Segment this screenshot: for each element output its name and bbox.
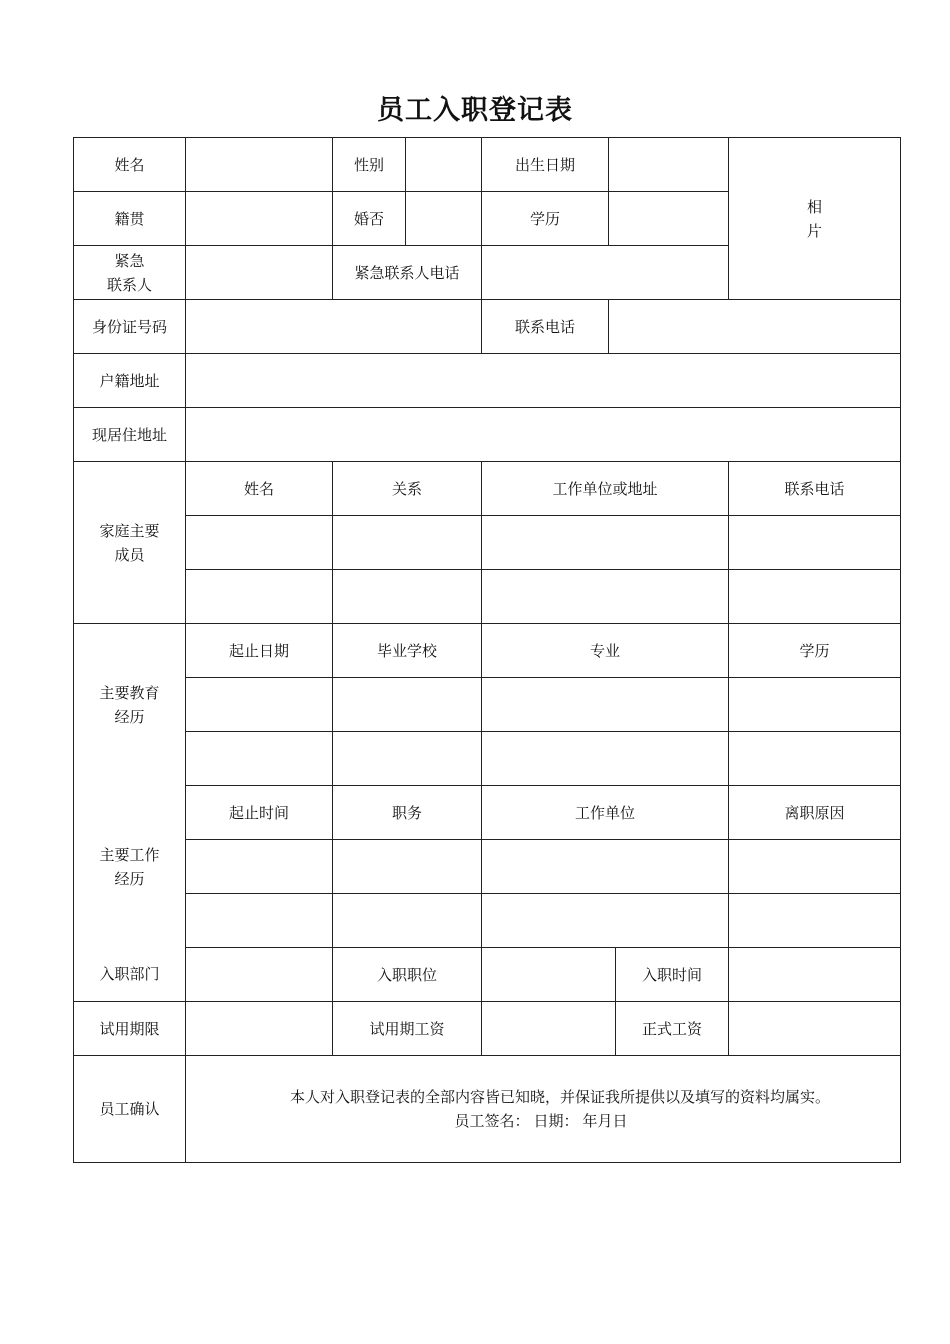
field-current-address[interactable] bbox=[186, 408, 901, 462]
field-emergency-phone[interactable] bbox=[482, 246, 729, 300]
label-marital: 婚否 bbox=[333, 192, 406, 246]
education-label-1: 主要教育 bbox=[99, 683, 160, 702]
label-formal-salary: 正式工资 bbox=[616, 1002, 729, 1056]
education-header-dates: 起止日期 bbox=[186, 624, 333, 678]
label-household-address: 户籍地址 bbox=[74, 354, 186, 408]
registration-form bbox=[73, 137, 901, 1163]
label-phone: 联系电话 bbox=[482, 300, 609, 354]
family-cell[interactable] bbox=[729, 516, 901, 570]
work-cell[interactable] bbox=[333, 894, 482, 948]
education-cell[interactable] bbox=[333, 678, 482, 732]
field-probation-period[interactable] bbox=[186, 1002, 333, 1056]
family-cell[interactable] bbox=[333, 516, 482, 570]
work-cell[interactable] bbox=[482, 840, 729, 894]
field-emergency-contact[interactable] bbox=[186, 246, 333, 300]
field-position[interactable] bbox=[482, 948, 616, 1002]
education-cell[interactable] bbox=[333, 732, 482, 786]
work-cell[interactable] bbox=[729, 894, 901, 948]
date-label: 日期： bbox=[533, 1112, 579, 1130]
education-cell[interactable] bbox=[482, 678, 729, 732]
label-confirmation: 员工确认 bbox=[74, 1056, 186, 1163]
field-name[interactable] bbox=[186, 138, 333, 192]
label-education: 学历 bbox=[482, 192, 609, 246]
education-label bbox=[74, 624, 186, 786]
education-cell[interactable] bbox=[729, 732, 901, 786]
family-cell[interactable] bbox=[482, 570, 729, 624]
field-household-address[interactable] bbox=[186, 354, 901, 408]
family-cell[interactable] bbox=[186, 570, 333, 624]
family-label-1: 家庭主要 bbox=[99, 521, 160, 540]
signature-line bbox=[186, 1109, 900, 1133]
family-cell[interactable] bbox=[482, 516, 729, 570]
label-gender: 性别 bbox=[333, 138, 406, 192]
work-label-1: 主要工作 bbox=[99, 845, 160, 864]
field-probation-salary[interactable] bbox=[482, 1002, 616, 1056]
label-emergency-phone: 紧急联系人电话 bbox=[333, 246, 482, 300]
field-formal-salary[interactable] bbox=[729, 1002, 901, 1056]
label-position: 入职职位 bbox=[333, 948, 482, 1002]
work-header-employer: 工作单位 bbox=[482, 786, 729, 840]
family-header-name: 姓名 bbox=[186, 462, 333, 516]
work-cell[interactable] bbox=[729, 840, 901, 894]
work-label bbox=[74, 786, 186, 948]
label-emergency-contact-2: 联系人 bbox=[106, 275, 152, 294]
label-probation-period: 试用期限 bbox=[74, 1002, 186, 1056]
label-onboard-date: 入职时间 bbox=[616, 948, 729, 1002]
label-id-number: 身份证号码 bbox=[74, 300, 186, 354]
field-education[interactable] bbox=[609, 192, 729, 246]
label-probation-salary: 试用期工资 bbox=[333, 1002, 482, 1056]
family-cell[interactable] bbox=[333, 570, 482, 624]
education-header-major: 专业 bbox=[482, 624, 729, 678]
label-current-address: 现居住地址 bbox=[74, 408, 186, 462]
label-emergency-contact bbox=[74, 246, 186, 300]
education-label-2: 经历 bbox=[114, 707, 145, 726]
family-header-phone: 联系电话 bbox=[729, 462, 901, 516]
field-department[interactable] bbox=[186, 948, 333, 1002]
work-header-position: 职务 bbox=[333, 786, 482, 840]
work-cell[interactable] bbox=[186, 894, 333, 948]
label-native-place: 籍贯 bbox=[74, 192, 186, 246]
education-cell[interactable] bbox=[482, 732, 729, 786]
work-header-dates: 起止时间 bbox=[186, 786, 333, 840]
work-cell[interactable] bbox=[186, 840, 333, 894]
page-title: 员工入职登记表 bbox=[377, 95, 573, 126]
work-cell[interactable] bbox=[333, 840, 482, 894]
confirmation-statement: 本人对入职登记表的全部内容皆已知晓，并保证我所提供以及填写的资料均属实。 bbox=[290, 1088, 831, 1106]
education-cell[interactable] bbox=[729, 678, 901, 732]
label-emergency-contact-1: 紧急 bbox=[114, 251, 145, 270]
field-id-number[interactable] bbox=[186, 300, 482, 354]
label-department: 入职部门 bbox=[74, 948, 186, 1002]
photo-label-1: 相 bbox=[807, 197, 823, 216]
work-label-2: 经历 bbox=[114, 869, 145, 888]
education-header-degree: 学历 bbox=[729, 624, 901, 678]
date-format: 年月日 bbox=[582, 1112, 628, 1130]
label-name: 姓名 bbox=[74, 138, 186, 192]
field-gender[interactable] bbox=[406, 138, 482, 192]
confirmation-box[interactable] bbox=[186, 1056, 901, 1163]
education-header-school: 毕业学校 bbox=[333, 624, 482, 678]
work-header-reason: 离职原因 bbox=[729, 786, 901, 840]
education-cell[interactable] bbox=[186, 678, 333, 732]
field-native-place[interactable] bbox=[186, 192, 333, 246]
signature-label: 员工签名： bbox=[454, 1112, 530, 1130]
family-cell[interactable] bbox=[729, 570, 901, 624]
family-header-relation: 关系 bbox=[333, 462, 482, 516]
work-cell[interactable] bbox=[482, 894, 729, 948]
label-birth-date: 出生日期 bbox=[482, 138, 609, 192]
photo-label-2: 片 bbox=[807, 221, 823, 240]
field-phone[interactable] bbox=[609, 300, 901, 354]
education-cell[interactable] bbox=[186, 732, 333, 786]
field-birth-date[interactable] bbox=[609, 138, 729, 192]
family-header-workplace: 工作单位或地址 bbox=[482, 462, 729, 516]
family-label-2: 成员 bbox=[114, 545, 145, 564]
photo-box[interactable] bbox=[729, 138, 901, 300]
field-onboard-date[interactable] bbox=[729, 948, 901, 1002]
family-cell[interactable] bbox=[186, 516, 333, 570]
family-label bbox=[74, 462, 186, 624]
field-marital[interactable] bbox=[406, 192, 482, 246]
